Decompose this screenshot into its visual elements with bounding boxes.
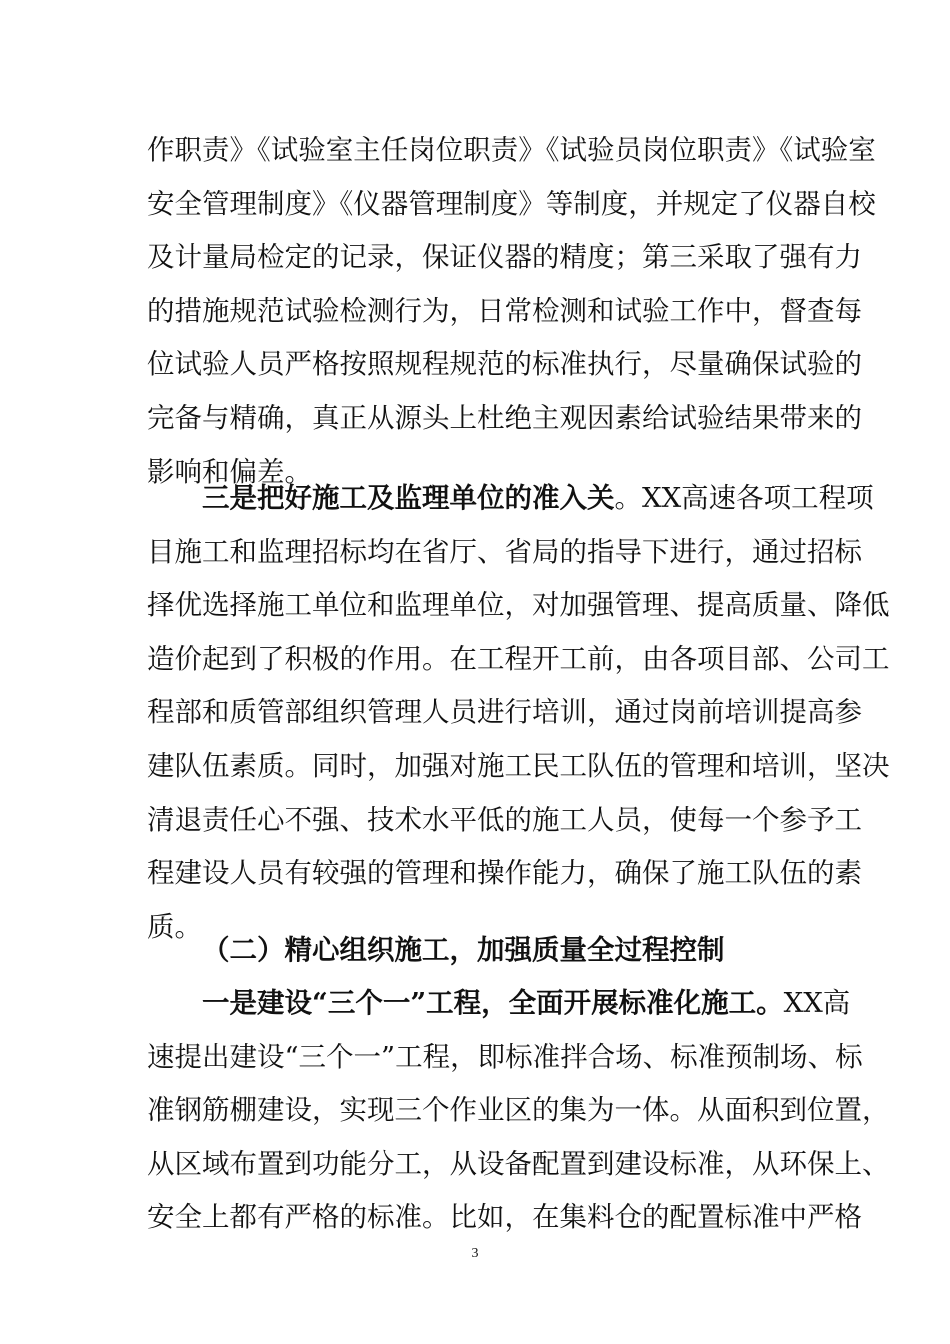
paragraph-lead: 三是把好施工及监理单位的准入关: [202, 482, 615, 514]
text-line: 程部和质管部组织管理人员进行培训，通过岗前培训提高参: [147, 696, 862, 729]
text-line: 目施工和监理招标均在省厅、省局的指导下进行，通过招标: [147, 535, 862, 568]
text-line: 位试验人员严格按照规程规范的标准执行，尽量确保试验的: [147, 348, 862, 381]
text-line: 从区域布置到功能分工，从设备配置到建设标准，从环保上、: [147, 1147, 890, 1180]
section-heading-text: （二）精心组织施工，加强质量全过程控制: [202, 934, 725, 966]
text-line: 的措施规范试验检测行为，日常检测和试验工作中，督查每: [147, 294, 862, 327]
text-line: 质。: [147, 910, 202, 943]
text-line: 程建设人员有较强的管理和操作能力，确保了施工队伍的素: [147, 857, 862, 890]
text-line: 影响和偏差。: [147, 455, 312, 488]
text-line: [147, 472, 874, 526]
text-line: 作职责》《试验室主任岗位职责》《试验员岗位职责》《试验室: [147, 134, 876, 166]
text-line: 安全上都有严格的标准。比如，在集料仓的配置标准中严格: [147, 1201, 862, 1234]
text-line: 安全管理制度》《仪器管理制度》等制度，并规定了仪器自校: [147, 187, 876, 220]
paragraph-lead: 一是建设“三个一”工程，全面开展标准化施工。: [202, 987, 784, 1019]
text-line: 清退责任心不强、技术水平低的施工人员，使每一个参予工: [147, 803, 862, 836]
paragraph-lead-rest: XX高: [783, 987, 851, 1019]
paragraph-standardization: [147, 977, 890, 1245]
text-line: 建队伍素质。同时，加强对施工民工队伍的管理和培训，坚决: [147, 749, 890, 782]
paragraph-entry-control: [147, 472, 890, 954]
paragraph-lead-rest: 。XX高速各项工程项: [614, 482, 874, 514]
text-line: 完备与精确，真正从源头上杜绝主观因素给试验结果带来的: [147, 401, 862, 434]
text-line: [147, 977, 851, 1031]
text-line: 择优选择施工单位和监理单位，对加强管理、提高质量、降低: [147, 589, 890, 622]
text-line: 速提出建设“三个一”工程，即标准拌合场、标准预制场、标: [147, 1040, 863, 1073]
text-line: 准钢筋棚建设，实现三个作业区的集为一体。从面积到位置，: [147, 1094, 890, 1127]
text-line: 造价起到了积极的作用。在工程开工前，由各项目部、公司工: [147, 642, 890, 675]
section-heading: [147, 924, 807, 978]
page-number: 3: [471, 1246, 479, 1261]
text-line: 及计量局检定的记录，保证仪器的精度；第三采取了强有力: [147, 241, 862, 274]
